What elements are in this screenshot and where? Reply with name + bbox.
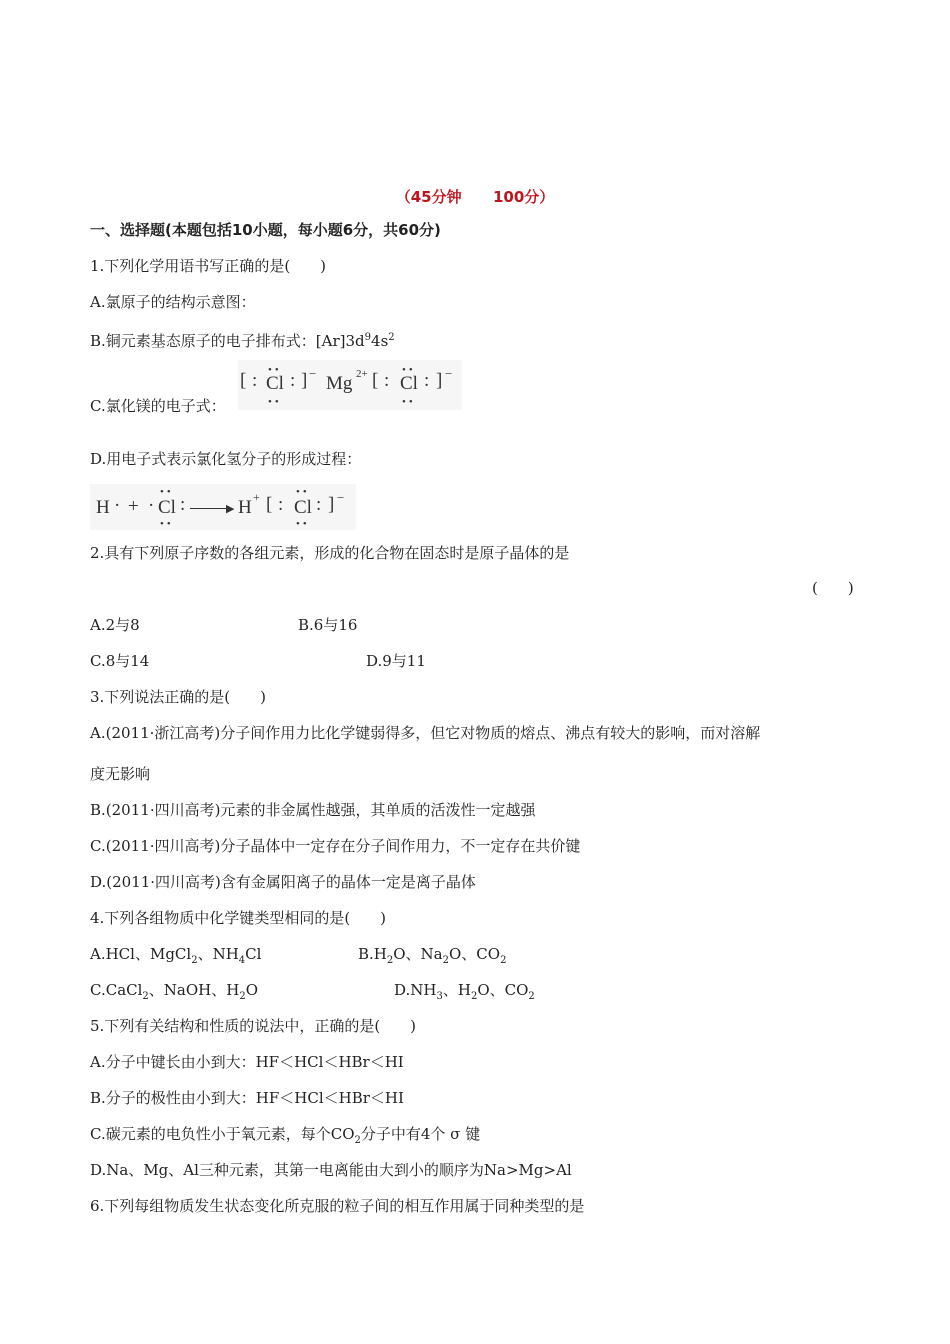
q1-b-sup1: 9 [364,332,372,343]
q1-option-d: D.用电子式表示氯化氢分子的形成过程： [90,450,362,468]
q4-option-c [90,980,258,1007]
mg-label: Mg [326,373,353,394]
q4-d-part: D.NH [394,981,437,999]
cl-dots-top-1: •• [160,486,174,498]
q1-option-c: C.氯化镁的电子式： [90,397,226,415]
colon-4: : [424,370,430,391]
reaction-arrow-line [190,508,230,509]
q5-option-b: B.分子的极性由小到大：HF＜HCl＜HBr＜HI [90,1089,404,1107]
q4-a-part: A.HCl、MgCl [90,945,192,963]
q5-stem: 5.下列有关结构和性质的说法中，正确的是( ) [90,1017,417,1035]
q4-option-d [394,980,535,1007]
q3-option-c: C.(2011·四川高考)分子晶体中一定存在分子间作用力，不一定存在共价键 [90,837,581,855]
q5-option-d: D.Na、Mg、Al三种元素，其第一电离能由大到小的顺序为Na>Mg>Al [90,1161,572,1179]
mgcl2-electron-formula [238,360,462,410]
q4-d-sub: 2 [470,991,478,1002]
charge-minus-3: − [337,490,345,505]
cl-dots-top-2: •• [296,486,310,498]
h-ion-charge: + [253,490,260,504]
reaction-arrow-head: ▶ [226,503,235,515]
dots-bottom-2: •• [402,396,416,408]
cl-dots-bottom-2: •• [296,518,310,530]
q4-option-b [358,944,506,971]
bracket-close-3: ] [328,494,335,515]
q1-b-sup2: 2 [388,332,395,343]
q4-b-sub: 2 [500,955,507,966]
mg-charge: 2+ [356,368,368,380]
q4-stem: 4.下列各组物质中化学键类型相同的是( ) [90,909,387,927]
q4-d-sub: 2 [528,991,535,1002]
q1-b-mid: 4s [371,332,389,350]
q4-c-part: 、NaOH、H [148,981,240,999]
q3-option-d: D.(2011·四川高考)含有金属阳离子的晶体一定是离子晶体 [90,873,476,891]
colon-6: : [316,494,322,515]
cl-left-dot: · [148,495,155,516]
cl-label-2: Cl [400,373,418,394]
q2-stem: 2.具有下列原子序数的各组元素，形成的化合物在固态时是原子晶体的是 [90,544,570,562]
q4-d-sub: 3 [436,991,443,1002]
header-time: （45分钟 [395,188,462,206]
cl-colon: : [180,494,186,515]
colon-2: : [290,370,296,391]
bracket-close-1: ] [301,370,308,391]
bracket-close-2: ] [436,370,443,391]
h-ion: H [238,497,252,518]
q1-option-a: A.氯原子的结构示意图： [90,293,256,311]
q4-a-part: Cl [245,945,262,963]
q4-b-part: B.H [358,945,387,963]
q2-option-c: C.8与14 [90,652,150,670]
cl-ion: Cl [294,497,312,518]
q2-answer-paren: ( ) [812,579,854,597]
section-title: 一、选择题(本题包括10小题，每小题6分，共60分) [90,221,441,239]
bracket-open-1: [ [240,370,247,391]
q4-c-part: O [245,981,258,999]
h-dot: · [114,495,121,516]
q6-stem: 6.下列每组物质发生状态变化所克服的粒子间的相互作用属于同种类型的是 [90,1197,585,1215]
colon-3: : [384,370,390,391]
q4-c-part: C.CaCl [90,981,143,999]
q4-option-a [90,944,261,971]
bracket-open-3: [ [266,494,273,515]
cl-dots-bottom-1: •• [160,518,174,530]
q5-option-a: A.分子中键长由小到大：HF＜HCl＜HBr＜HI [90,1053,404,1071]
colon-5: : [278,494,284,515]
q2-option-d: D.9与11 [366,652,426,670]
q4-c-sub: 2 [239,991,246,1002]
dots-top-2: •• [402,364,416,376]
q4-d-part: 、H [442,981,471,999]
q4-b-sub: 2 [386,955,394,966]
hcl-formation-formula [90,484,356,530]
h-atom: H [96,497,110,518]
q3-option-b: B.(2011·四川高考)元素的非金属性越强，其单质的活泼性一定越强 [90,801,536,819]
q4-b-part: O、CO [449,945,501,963]
q1-stem: 1.下列化学用语书写正确的是( ) [90,257,327,275]
q2-option-a: A.2与8 [90,616,140,634]
q5-option-c [90,1124,480,1151]
cl-atom: Cl [158,497,176,518]
charge-minus-2: − [445,366,453,381]
q3-option-a-line2: 度无影响 [90,765,151,783]
colon-1: : [252,370,258,391]
dots-top-1: •• [268,364,282,376]
q4-c-sub: 2 [142,991,149,1002]
q5-c-sub: 2 [354,1135,361,1146]
q5-c-pre: C.碳元素的电负性小于氧元素，每个CO [90,1125,355,1143]
q5-c-post: 分子中有4个 σ 键 [360,1125,481,1143]
q4-d-part: O、CO [477,981,529,999]
plus-sign: + [128,496,139,517]
dots-bottom-1: •• [268,396,282,408]
q2-option-b: B.6与16 [298,616,358,634]
q1-option-b [90,328,395,351]
cl-label-1: Cl [266,373,284,394]
header-score: 100分） [492,188,555,206]
test-header [0,186,950,207]
charge-minus-1: − [309,366,317,381]
q3-stem: 3.下列说法正确的是( ) [90,688,267,706]
q4-a-sub: 4 [238,955,246,966]
q4-b-part: O、Na [393,945,443,963]
q4-a-part: 、NH [197,945,239,963]
q3-option-a-line1: A.(2011·浙江高考)分子间作用力比化学键弱得多，但它对物质的熔点、沸点有较大的影响，而对溶解 [90,724,761,742]
q4-b-sub: 2 [442,955,449,966]
q4-a-sub: 2 [191,955,198,966]
q1-b-prefix: B.铜元素基态原子的电子排布式：[Ar]3d [90,332,365,350]
bracket-open-2: [ [372,370,379,391]
